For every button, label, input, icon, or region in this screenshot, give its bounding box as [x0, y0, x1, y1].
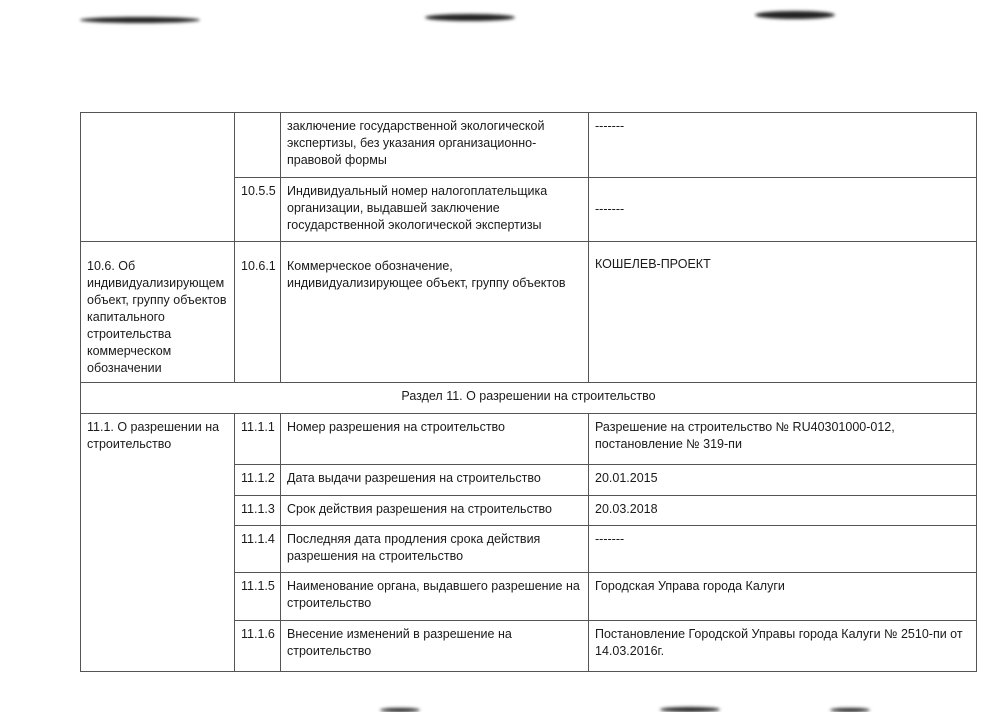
- group-title-11-1: 11.1. О разрешении на строительство: [81, 414, 235, 672]
- row-name: Внесение изменений в разрешение на строительство: [281, 621, 589, 672]
- row-name: Коммерческое обозначение, индивидуализирующее объект, группу объектов: [281, 242, 589, 383]
- row-name: Индивидуальный номер налогоплательщика организации, выдавшей заключение государственной экологической экспертизы: [281, 178, 589, 242]
- row-number: 11.1.5: [235, 573, 281, 621]
- section-title-11: Раздел 11. О разрешении на строительство: [81, 383, 977, 414]
- row-value: КОШЕЛЕВ-ПРОЕКТ: [589, 242, 977, 383]
- scan-smudge: [380, 708, 420, 712]
- row-number: [235, 113, 281, 178]
- table-row: [81, 242, 977, 383]
- row-name: Дата выдачи разрешения на строительство: [281, 465, 589, 496]
- row-number: 11.1.6: [235, 621, 281, 672]
- row-value: 20.03.2018: [589, 496, 977, 526]
- row-number: 11.1.2: [235, 465, 281, 496]
- row-number: 11.1.4: [235, 526, 281, 573]
- row-value: -------: [589, 178, 977, 242]
- row-name: заключение государственной экологической экспертизы, без указания организационно-правовой формы: [281, 113, 589, 178]
- table-row: [81, 414, 977, 465]
- group-title-empty: [81, 113, 235, 242]
- row-name: Номер разрешения на строительство: [281, 414, 589, 465]
- scan-smudge: [830, 708, 870, 712]
- row-number: 11.1.1: [235, 414, 281, 465]
- scan-smudge: [80, 17, 200, 23]
- row-value: Разрешение на строительство № RU40301000-012, постановление № 319-пи: [589, 414, 977, 465]
- row-value: -------: [589, 113, 977, 178]
- row-name: Срок действия разрешения на строительство: [281, 496, 589, 526]
- group-title-10-6: 10.6. Об индивидуализирующем объект, группу объектов капитального строительства коммерческом обозначении: [81, 242, 235, 383]
- scan-smudge: [755, 11, 835, 19]
- declaration-table: [80, 112, 977, 672]
- scan-smudge: [425, 14, 515, 21]
- row-number: 10.5.5: [235, 178, 281, 242]
- row-number: 10.6.1: [235, 242, 281, 383]
- row-value: Городская Управа города Калуги: [589, 573, 977, 621]
- row-value: Постановление Городской Управы города Калуги № 2510-пи от 14.03.2016г.: [589, 621, 977, 672]
- table-row: [81, 113, 977, 178]
- row-name: Наименование органа, выдавшего разрешение на строительство: [281, 573, 589, 621]
- row-value: 20.01.2015: [589, 465, 977, 496]
- section-row: [81, 383, 977, 414]
- row-number: 11.1.3: [235, 496, 281, 526]
- row-name: Последняя дата продления срока действия разрешения на строительство: [281, 526, 589, 573]
- row-value: -------: [589, 526, 977, 573]
- scan-smudge: [660, 707, 720, 712]
